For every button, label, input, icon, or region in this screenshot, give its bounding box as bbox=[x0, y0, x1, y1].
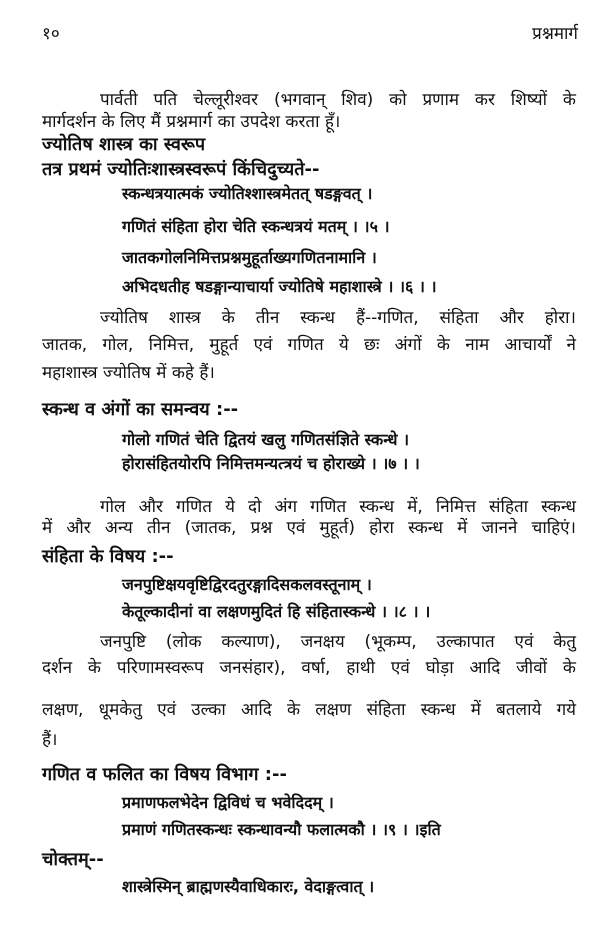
verse-line: जनपुष्टिक्षयवृष्टिद्विरदतुरङ्गादिसकलवस्तूनाम् । bbox=[122, 575, 372, 594]
section-heading: गणित व फलित का विषय विभाग :-- bbox=[42, 764, 287, 785]
paragraph-line: जनपुष्टि (लोक कल्याण), जनक्षय (भूकम्प, उल्कापात एवं केतु bbox=[100, 632, 576, 652]
paragraph-line: गोल और गणित ये दो अंग गणित स्कन्ध में, निमित्त संहिता स्कन्ध bbox=[100, 497, 576, 517]
page-number: १० bbox=[42, 24, 60, 44]
verse-line: स्कन्धत्रयात्मकं ज्योतिश्शास्त्रमेतत् षडङ्गवत् । bbox=[122, 184, 373, 203]
verse-line: शास्त्रेस्मिन् ब्राह्मणस्यैवाधिकारः, वेदाङ्गत्वात् । bbox=[122, 877, 375, 896]
paragraph-line: मार्गदर्शन के लिए मैं प्रश्नमार्ग का उपदेश करता हूँ। bbox=[42, 112, 341, 132]
paragraph-line: हैं। bbox=[42, 730, 58, 750]
paragraph-line: लक्षण, धूमकेतु एवं उल्का आदि के लक्षण संहिता स्कन्ध में बतलाये गये bbox=[42, 700, 576, 720]
section-heading: ज्योतिष शास्त्र का स्वरूप bbox=[42, 134, 206, 155]
paragraph-line: पार्वती पति चेल्लूरीश्वर (भगवान् शिव) को प्रणाम कर शिष्यों के bbox=[100, 90, 576, 110]
running-title: प्रश्नमार्ग bbox=[532, 24, 578, 44]
paragraph-line: दर्शन के परिणामस्वरूप जनसंहार), वर्षा, हाथी एवं घोड़ा आदि जीवों के bbox=[42, 658, 576, 678]
verse-line: प्रमाणं गणितस्कन्धः स्कन्धावन्यौ फलात्मकौ । ।९ । ।इति bbox=[122, 820, 441, 839]
section-heading: संहिता के विषय :-- bbox=[42, 546, 174, 567]
paragraph-line: जातक, गोल, निमित्त, मुहूर्त एवं गणित ये छः अंगों के नाम आचार्यों ने bbox=[42, 335, 576, 355]
section-subheading: तत्र प्रथमं ज्योतिःशास्त्रस्वरूपं किंचिदुच्यते-- bbox=[42, 159, 320, 180]
verse-tail: चोक्तम्-- bbox=[42, 849, 104, 870]
verse-line: गोलो गणितं चेति द्वितयं खलु गणितसंज्ञिते स्कन्धे । bbox=[122, 430, 410, 449]
verse-line: अभिदधतीह षडङ्गान्याचार्या ज्योतिषे महाशास्त्रे । ।६ । । bbox=[122, 277, 437, 296]
verse-line: गणितं संहिता होरा चेति स्कन्धत्रयं मतम् । ।५ । bbox=[122, 217, 390, 236]
section-heading: स्कन्ध व अंगों का समन्वय :-- bbox=[42, 399, 239, 420]
paragraph-line: महाशास्त्र ज्योतिष में कहे हैं। bbox=[42, 363, 215, 383]
verse-line: होरासंहितयोरपि निमित्तमन्यत्त्रयं च होराख्ये । ।७ । । bbox=[122, 454, 420, 473]
paragraph-line: ज्योतिष शास्त्र के तीन स्कन्ध हैं--गणित, संहिता और होरा। bbox=[100, 308, 576, 328]
verse-line: केतूल्कादीनां वा लक्षणमुदितं हि संहितास्कन्धे । ।८ । । bbox=[122, 602, 431, 621]
paragraph-line: में और अन्य तीन (जातक, प्रश्न एवं मुहूर्त) होरा स्कन्ध में जानने चाहिएं। bbox=[42, 518, 576, 538]
verse-line: जातकगोलनिमित्तप्रश्नमुहूर्ताख्यगणितनामानि । bbox=[122, 248, 377, 267]
verse-line: प्रमाणफलभेदेन द्विविधं च भवेदिदम् । bbox=[122, 793, 334, 812]
